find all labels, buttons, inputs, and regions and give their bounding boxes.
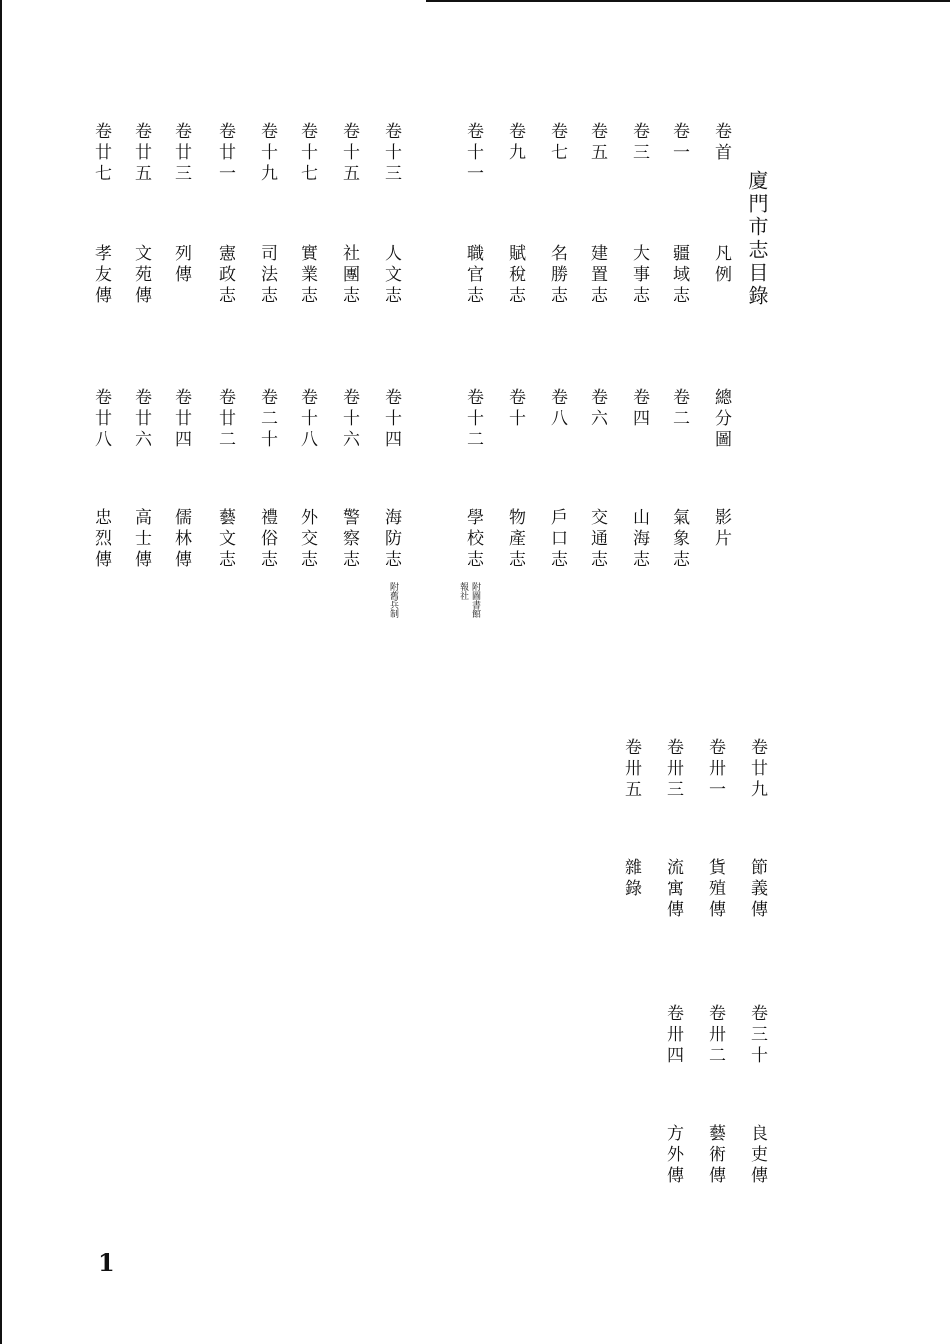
toc-volume-label: 卷六 <box>587 388 607 430</box>
toc-volume-label: 卷廿三 <box>171 122 191 185</box>
toc-volume-label: 卷十六 <box>339 388 359 451</box>
toc-volume-label: 卷卅四 <box>663 1004 683 1067</box>
toc-section-title: 人文志 <box>381 244 401 307</box>
toc-section-title: 海防志 <box>381 508 401 571</box>
toc-section-note: 附圖書館 <box>470 582 480 618</box>
toc-section-note: 附舊兵制 <box>388 582 398 618</box>
page-number: 1 <box>98 1248 115 1277</box>
toc-volume-label: 卷二 <box>669 388 689 430</box>
toc-volume-label: 卷卅三 <box>663 738 683 801</box>
toc-volume-label: 卷廿七 <box>91 122 111 185</box>
toc-section-title: 貨殖傳 <box>705 858 725 921</box>
toc-section-title: 流寓傳 <box>663 858 683 921</box>
toc-section-title: 憲政志 <box>215 244 235 307</box>
page-edge-line <box>0 0 2 1344</box>
toc-volume-label: 卷十八 <box>297 388 317 451</box>
toc-volume-label: 卷七 <box>547 122 567 164</box>
toc-section-title: 雜錄 <box>621 858 641 900</box>
toc-section-title: 學校志 <box>463 508 483 571</box>
toc-volume-label: 卷三十 <box>747 1004 767 1067</box>
toc-volume-label: 卷五 <box>587 122 607 164</box>
toc-volume-label: 卷十五 <box>339 122 359 185</box>
toc-section-title: 社團志 <box>339 244 359 307</box>
toc-volume-label: 卷首 <box>711 122 731 164</box>
toc-section-title: 儒林傳 <box>171 508 191 571</box>
toc-volume-label: 卷卅二 <box>705 1004 725 1067</box>
toc-volume-label: 卷廿五 <box>131 122 151 185</box>
toc-section-title: 疆域志 <box>669 244 689 307</box>
toc-volume-label: 卷十一 <box>463 122 483 185</box>
toc-volume-label: 卷十七 <box>297 122 317 185</box>
toc-section-title: 氣象志 <box>669 508 689 571</box>
toc-section-title: 禮俗志 <box>257 508 277 571</box>
toc-section-title: 影片 <box>711 508 731 550</box>
toc-volume-label: 卷十二 <box>463 388 483 451</box>
toc-volume-label: 卷十四 <box>381 388 401 451</box>
toc-section-title: 列傳 <box>171 244 191 286</box>
toc-volume-label: 卷十 <box>505 388 525 430</box>
toc-volume-label: 卷三 <box>629 122 649 164</box>
toc-section-title: 戶口志 <box>547 508 567 571</box>
toc-section-title: 山海志 <box>629 508 649 571</box>
toc-volume-label: 卷廿二 <box>215 388 235 451</box>
toc-section-title: 高士傳 <box>131 508 151 571</box>
toc-section-title: 警察志 <box>339 508 359 571</box>
toc-volume-label: 卷廿六 <box>131 388 151 451</box>
toc-volume-label: 卷十九 <box>257 122 277 185</box>
toc-section-title: 藝文志 <box>215 508 235 571</box>
toc-section-title: 凡例 <box>711 244 731 286</box>
toc-section-title: 孝友傳 <box>91 244 111 307</box>
toc-section-title: 職官志 <box>463 244 483 307</box>
toc-volume-label: 卷廿八 <box>91 388 111 451</box>
toc-section-title: 實業志 <box>297 244 317 307</box>
toc-section-title: 司法志 <box>257 244 277 307</box>
toc-section-title: 交通志 <box>587 508 607 571</box>
toc-section-title: 忠烈傳 <box>91 508 111 571</box>
toc-section-title: 節義傳 <box>747 858 767 921</box>
toc-section-title: 外交志 <box>297 508 317 571</box>
toc-volume-label: 卷卅五 <box>621 738 641 801</box>
toc-section-title: 名勝志 <box>547 244 567 307</box>
toc-section-title: 良吏傳 <box>747 1124 767 1187</box>
toc-section-title: 方外傳 <box>663 1124 683 1187</box>
toc-section-title: 賦稅志 <box>505 244 525 307</box>
toc-volume-label: 總分圖 <box>711 388 731 451</box>
toc-volume-label: 卷一 <box>669 122 689 164</box>
toc-section-title: 建置志 <box>587 244 607 307</box>
toc-volume-label: 卷廿九 <box>747 738 767 801</box>
toc-section-title: 藝術傳 <box>705 1124 725 1187</box>
toc-volume-label: 卷廿四 <box>171 388 191 451</box>
toc-section-title: 大事志 <box>629 244 649 307</box>
document-title: 廈門市志目錄 <box>745 170 769 308</box>
toc-volume-label: 卷二十 <box>257 388 277 451</box>
toc-section-note: 報社 <box>458 582 468 600</box>
top-rule-line <box>426 0 950 2</box>
toc-volume-label: 卷十三 <box>381 122 401 185</box>
toc-volume-label: 卷四 <box>629 388 649 430</box>
toc-volume-label: 卷卅一 <box>705 738 725 801</box>
toc-section-title: 文苑傳 <box>131 244 151 307</box>
toc-volume-label: 卷廿一 <box>215 122 235 185</box>
toc-volume-label: 卷九 <box>505 122 525 164</box>
toc-volume-label: 卷八 <box>547 388 567 430</box>
toc-section-title: 物產志 <box>505 508 525 571</box>
